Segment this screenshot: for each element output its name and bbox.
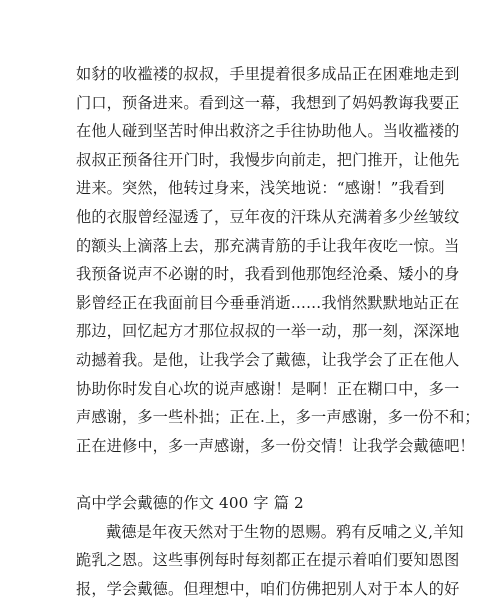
paragraph-line: 那边，回忆起方才那位叔叔的一举一动，那一刻，深深地	[76, 322, 460, 341]
paragraph-line: 戴德是年夜天然对于生物的恩赐。鸦有反哺之义,羊知	[106, 522, 464, 541]
paragraph-line: 动撼着我。是他，让我学会了戴德，让我学会了正在他人	[76, 350, 460, 369]
paragraph-line: 声感谢，多一些朴拙；正在.上，多一声感谢，多一份不和；	[76, 408, 480, 427]
paragraph-line: 跪乳之恩。这些事例每时每刻都正在提示着咱们要知恩图	[76, 551, 460, 570]
paragraph-line: 我预备说声不必谢的时，我看到他那饱经沧桑、矮小的身	[76, 265, 460, 284]
paragraph-gap	[76, 460, 446, 489]
paragraph-line: 正在进修中，多一声感谢，多一份交情！让我学会戴德吧！	[76, 436, 475, 455]
paragraph-line: 协助你时发自心坎的说声感谢！是啊！正在糊口中，多一	[76, 379, 460, 398]
paragraph-line: 报，学会戴德。但理想中，咱们仿佛把别人对于本人的好	[76, 579, 460, 598]
paragraph-line: 门口，预备进来。看到这一幕，我想到了妈妈教诲我要正	[76, 93, 460, 112]
paragraph-line: 如豺的收褴褛的叔叔，手里提着很多成品正在困难地走到	[76, 65, 460, 83]
paragraph-line: 影曾经正在我面前目今垂垂消逝……我悄然默默地站正在	[76, 293, 460, 312]
paragraph-line: 在他人碰到坚苦时伸出救济之手往协助他人。当收褴褛的	[76, 122, 460, 141]
section-heading: 高中学会戴德的作文 400 字 篇 2	[76, 493, 304, 512]
paragraph-line: 他的衣服曾经湿透了，豆年夜的汗珠从充满着多少丝皱纹	[76, 207, 460, 226]
paragraph-line: 的额头上滴落上去，那充满青筋的手让我年夜吃一惊。当	[76, 236, 460, 255]
paragraph-line: 叔叔正预备往开门时，我慢步向前走，把门推开，让他先	[76, 150, 460, 169]
paragraph-line: 进来。突然，他转过身来，浅笑地说：“感谢！”我看到	[76, 179, 445, 198]
document-body	[76, 60, 480, 603]
